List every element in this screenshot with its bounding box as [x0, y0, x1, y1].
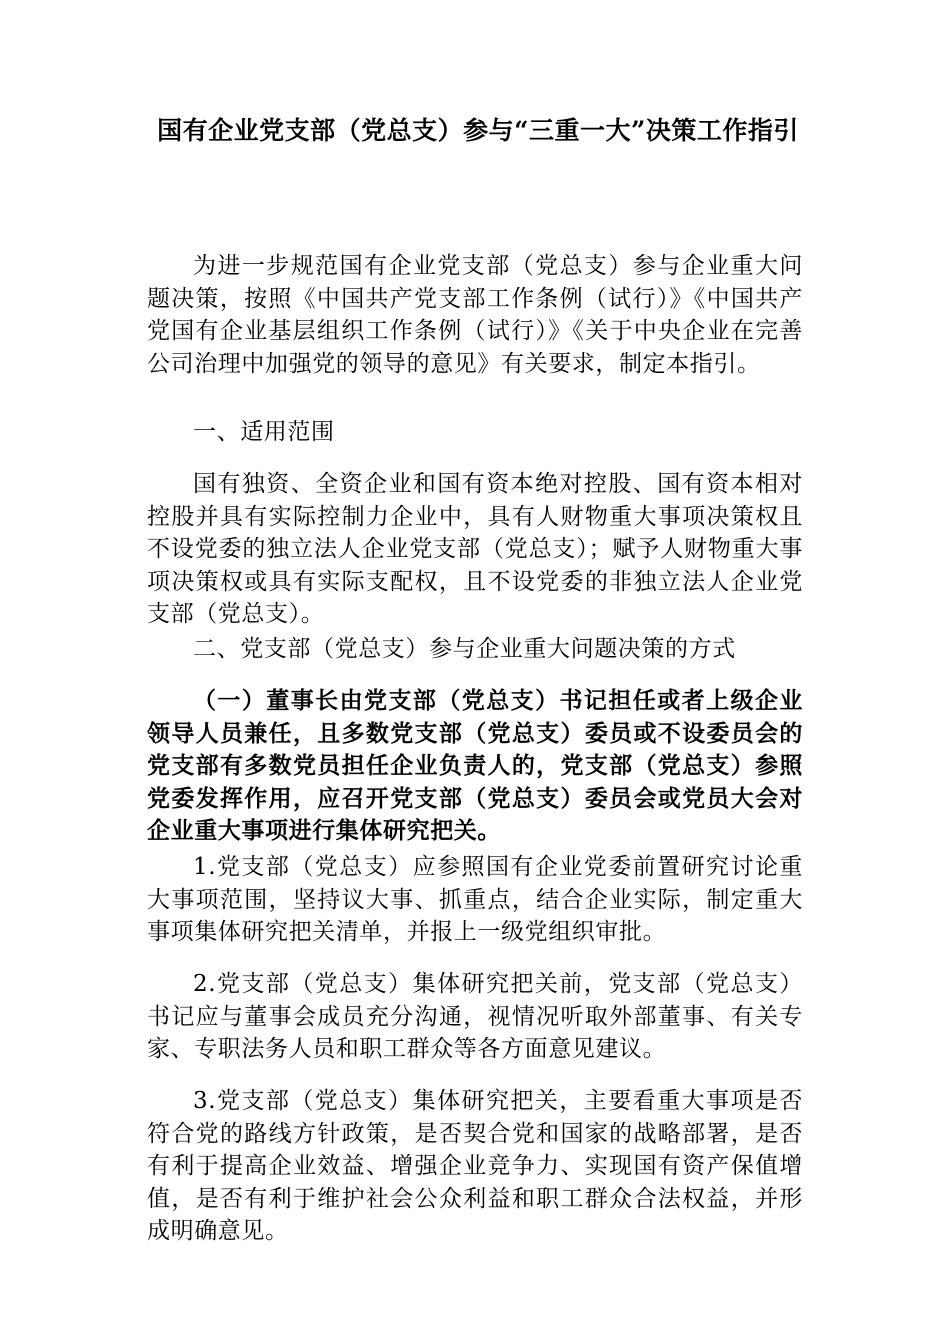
section-2-subheading: （一）董事长由党支部（党总支）书记担任或者上级企业领导人员兼任，且多数党支部（党总支）委员或不设委员会的党支部有多数党员担任企业负责人的，党支部（党总支）参照党委发挥作用，应召开党支部（党总支）委员会或党员大会对企业重大事项进行集体研究把关。 — [147, 687, 803, 844]
section-1-heading: 一、适用范围 — [193, 419, 335, 445]
list-item: 1.党支部（党总支）应参照国有企业党委前置研究讨论重大事项范围，坚持议大事、抓重点，结合企业实际，制定重大事项集体研究把关清单，并报上一级党组织审批。 — [147, 854, 803, 945]
section-2-heading: 二、党支部（党总支）参与企业重大问题决策的方式 — [193, 636, 736, 662]
list-item: 2.党支部（党总支）集体研究把关前，党支部（党总支）书记应与董事会成员充分沟通，视情况听取外部董事、有关专家、专职法务人员和职工群众等各方面意见建议。 — [147, 971, 803, 1062]
intro-paragraph: 为进一步规范国有企业党支部（党总支）参与企业重大问题决策，按照《中国共产党支部工作条例（试行）》《中国共产党国有企业基层组织工作条例（试行）》《关于中央企业在完善公司治理中加强党的领导的意见》有关要求，制定本指引。 — [147, 253, 803, 377]
list-item: 3.党支部（党总支）集体研究把关，主要看重大事项是否符合党的路线方针政策，是否契合党和国家的战略部署，是否有利于提高企业效益、增强企业竞争力、实现国有资产保值增值，是否有利于维护社会公众利益和职工群众合法权益，并形成明确意见。 — [147, 1088, 803, 1244]
section-1-body: 国有独资、全资企业和国有资本绝对控股、国有资本相对控股并具有实际控制力企业中，具有人财物重大事项决策权且不设党委的独立法人企业党支部（党总支）；赋予人财物重大事项决策权或具有实际支配权，且不设党委的非独立法人企业党支部（党总支）。 — [147, 471, 803, 627]
document-title: 国有企业党支部（党总支）参与“三重一大”决策工作指引 — [157, 116, 799, 145]
